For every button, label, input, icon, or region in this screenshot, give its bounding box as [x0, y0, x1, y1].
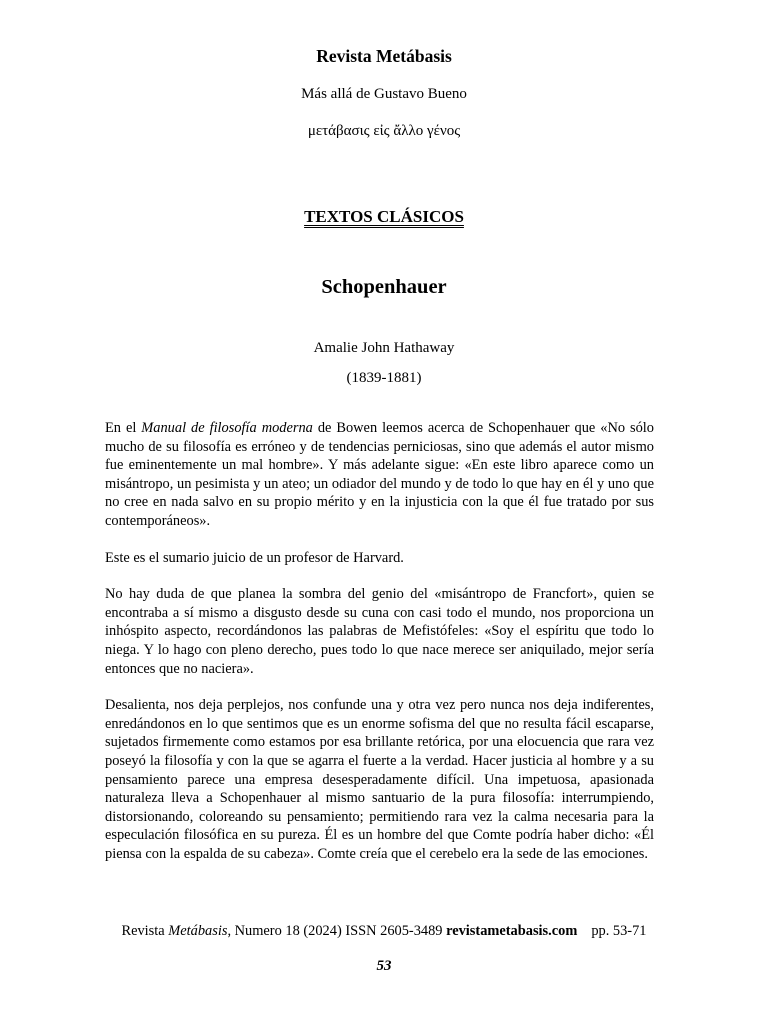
- paragraph-1: [105, 419, 654, 531]
- article-author: Amalie John Hathaway: [313, 340, 455, 356]
- section-label-text: TEXTOS CLÁSICOS: [304, 207, 464, 226]
- footer-issue: , Numero 18 (2024) ISSN 2605-3489: [227, 923, 447, 939]
- greek-motto: μετάβασις εἰς ἄλλο γένος: [307, 123, 461, 139]
- journal-title: Revista Metábasis: [316, 46, 452, 66]
- article-title: Schopenhauer: [321, 276, 447, 298]
- author-dates: (1839-1881): [346, 370, 422, 386]
- page-footer: [0, 923, 768, 940]
- footer-prefix: Revista: [121, 923, 169, 939]
- paragraph-3: No hay duda de que planea la sombra del genio del «misántropo de Francfort», quien se encontraba a sí mismo a disgusto desde su cuna con casi todo el mundo, nos proporciona un inhóspito aspecto, recordándonos las palabras de Mefistófeles: «Soy el espíritu que todo lo niega. Y lo hago con pleno derecho, pues todo lo que nace merece ser aniquilado, mejor sería entonces que no naciera».: [105, 586, 654, 677]
- article-body: [105, 419, 654, 881]
- paragraph-1-lead: En el: [105, 420, 142, 436]
- paragraph-1-rest: de Bowen leemos acerca de Schopenhauer que «No sólo mucho de su filosofía es erróneo y de tendencias perniciosas, sino que además el autor mismo fue eminentemente un mal hombre». Y más adelante sigue: «En este libro aparece como un misántropo, un pesimista y un ateo; un odiador del mundo y de todo lo que hay en él y uno que no cree en nada salvo en su propio mérito y en la injusticia con la que él fue tratado por sus contemporáneos».: [105, 420, 654, 529]
- footer-website: revistametabasis.com: [446, 923, 578, 939]
- paragraph-4: Desalienta, nos deja perplejos, nos confunde una y otra vez pero nunca nos deja indiferentes, enredándonos en lo que sentimos que es un enorme sofisma del que no resulta fácil escaparse, sujetados firmemente como estamos por esa brillante retórica, por una elocuencia que rara vez poseyó la filosofía y con la que se agarra el fuerte a la verdad. Hacer justicia al hombre y a su pensamiento parece una empresa desesperadamente difícil. Una impetuosa, apasionada naturaleza lleva a Schopenhauer al mismo santuario de la pura filosofía: interrumpiendo, distorsionando, coloreando su pensamiento; permitiendo rara vez la calma necesaria para la especulación filosófica en su pureza. Él es un hombre del que Comte podría haber dicho: «Él piensa con la espalda de su cabeza». Comte creía que el cerebelo era la sede de las emociones.: [105, 697, 654, 862]
- book-title: Manual de filosofía moderna: [141, 420, 313, 436]
- footer-pages: pp. 53-71: [591, 923, 647, 939]
- paragraph-2: Este es el sumario juicio de un profesor de Harvard.: [105, 549, 404, 566]
- journal-subtitle: Más allá de Gustavo Bueno: [301, 86, 467, 102]
- section-label: [0, 207, 768, 227]
- page-number: 53: [376, 958, 392, 974]
- footer-journal: Metábasis: [168, 923, 228, 939]
